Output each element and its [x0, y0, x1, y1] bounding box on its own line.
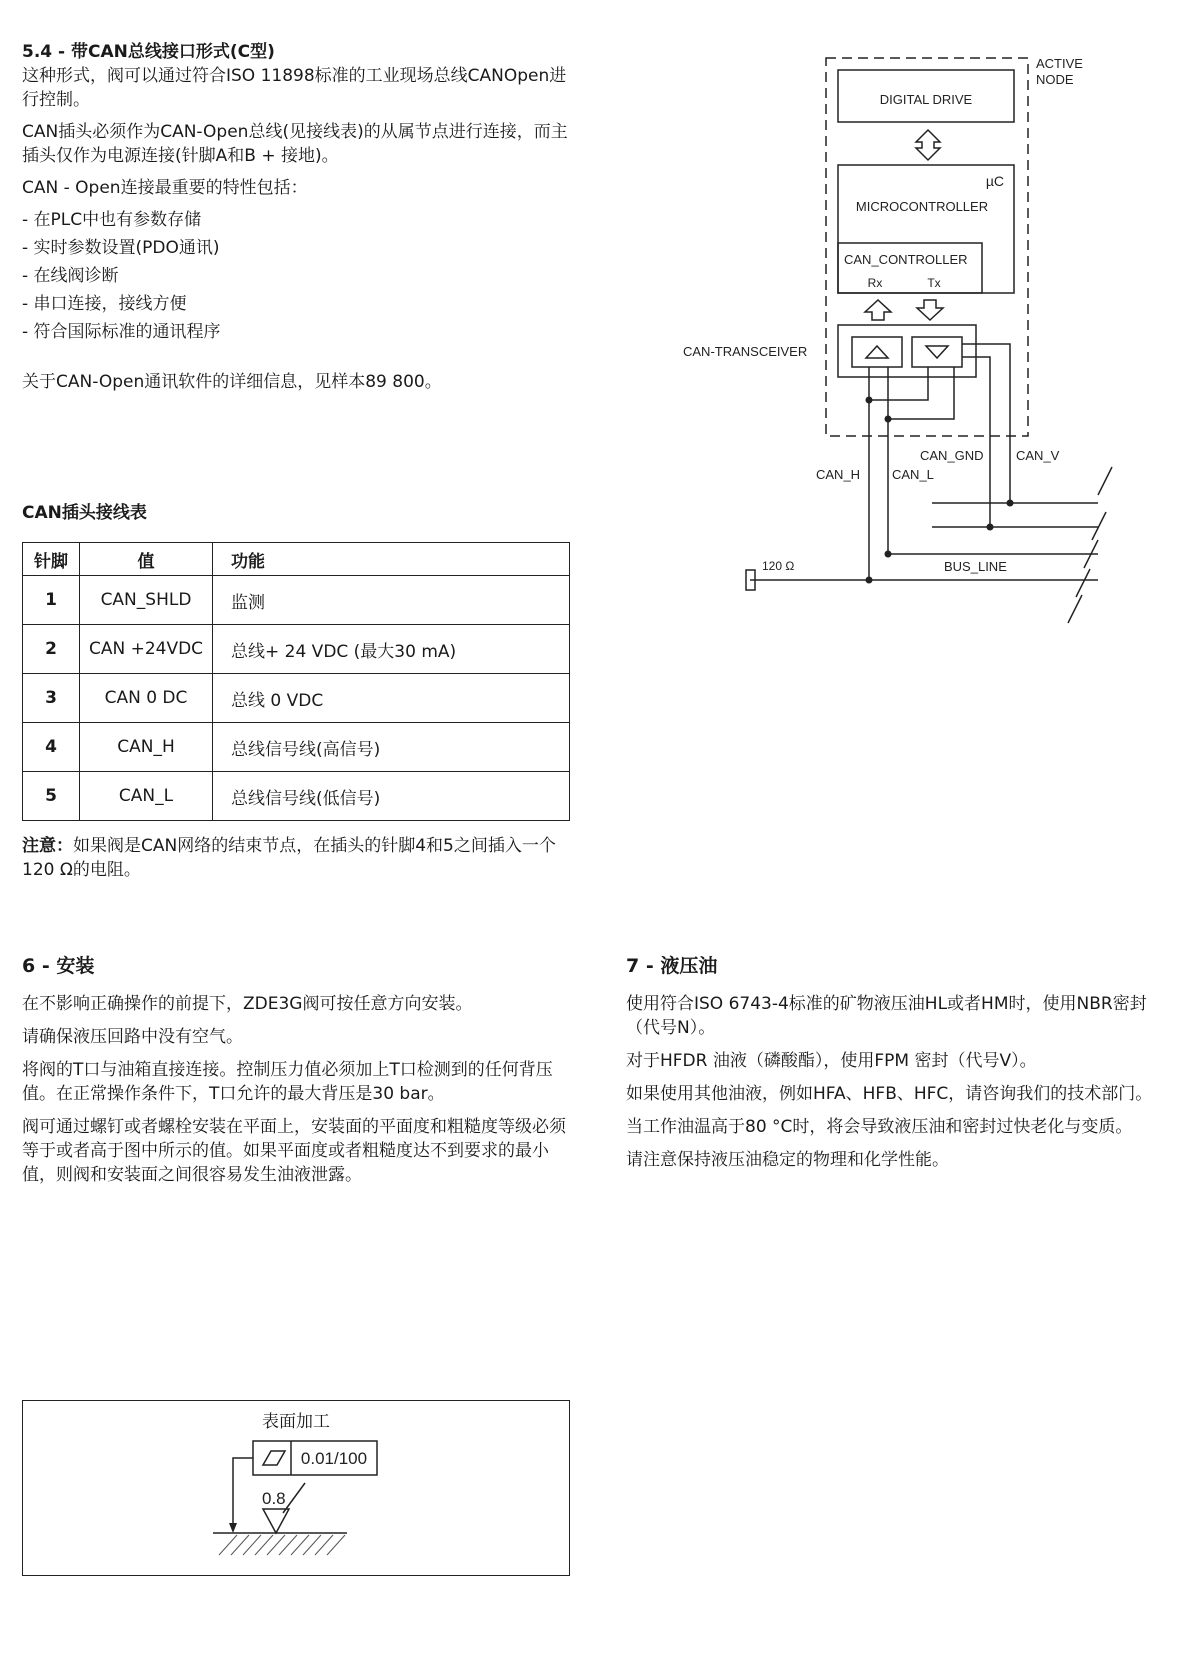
section-7-p1: 使用符合ISO 6743-4标准的矿物液压油HL或者HM时，使用NBR密封（代号N）。 — [626, 994, 1147, 1038]
can-l-label: CAN_L — [892, 467, 934, 482]
tx-label: Tx — [927, 276, 941, 290]
header-function: 功能 — [213, 543, 570, 576]
table-row — [23, 576, 570, 625]
active-node-label-2: NODE — [1036, 72, 1074, 87]
table-row — [23, 674, 570, 723]
table-row — [23, 772, 570, 821]
section-5-4-features-intro: CAN - Open连接最重要的特性包括： — [22, 178, 308, 198]
section-6-p3: 将阀的T口与油箱直接连接。控制压力值必须加上T口检测到的任何背压值。在正常操作条件下，T口允许的最大背压是30 bar。 — [22, 1060, 553, 1104]
function-cell: 监测 — [213, 576, 570, 625]
list-item: - 串口连接，接线方便 — [22, 294, 187, 314]
microcontroller-label: MICROCONTROLLER — [855, 199, 989, 214]
pin-cell: 4 — [23, 723, 80, 772]
function-cell: 总线 0 VDC — [213, 674, 570, 723]
wiring-table — [22, 542, 570, 821]
value-cell: CAN +24VDC — [80, 625, 213, 674]
can-controller-box — [838, 243, 982, 293]
transceiver-label: CAN-TRANSCEIVER — [683, 344, 808, 359]
section-7-p3: 如果使用其他油液，例如HFA、HFB、HFC，请咨询我们的技术部门。 — [626, 1084, 1153, 1104]
list-item: - 符合国际标准的通讯程序 — [22, 322, 221, 342]
bus-line-label: BUS_LINE — [944, 559, 1007, 574]
table-row — [23, 625, 570, 674]
arrow-down-icon — [917, 300, 943, 320]
list-item: - 在PLC中也有参数存储 — [22, 210, 202, 230]
section-6 — [22, 954, 570, 1187]
pin-cell: 2 — [23, 625, 80, 674]
can-gnd-label: CAN_GND — [920, 448, 984, 463]
list-item: - 实时参数设置(PDO通讯) — [22, 238, 220, 258]
section-7-title: 7 - 液压油 — [626, 955, 718, 977]
section-6-p4: 阀可通过螺钉或者螺栓安装在平面上，安装面的平面度和粗糙度等级必须等于或者高于图中所示的值。如果平面度或者粗糙度达不到要求的最小值，则阀和安装面之间很容易发生油液泄露。 — [22, 1117, 566, 1185]
double-arrow-icon — [916, 130, 940, 160]
roughness-value: 0.8 — [262, 1489, 286, 1508]
section-5-4-intro: 这种形式，阀可以通过符合ISO 11898标准的工业现场总线CANOpen进行控制。 — [22, 66, 567, 110]
value-cell: CAN_L — [80, 772, 213, 821]
can-v-label: CAN_V — [1016, 448, 1060, 463]
section-6-title: 6 - 安装 — [22, 955, 95, 977]
section-6-p2: 请确保液压回路中没有空气。 — [22, 1027, 243, 1047]
header-pin: 针脚 — [23, 543, 80, 576]
section-5-4 — [22, 40, 570, 394]
surface-finish-box — [22, 1400, 570, 1576]
rx-label: Rx — [867, 276, 883, 290]
value-cell: CAN_H — [80, 723, 213, 772]
list-item: - 在线阀诊断 — [22, 266, 119, 286]
header-value: 值 — [80, 543, 213, 576]
note-label: 注意： — [22, 836, 73, 856]
section-7-p5: 请注意保持液压油稳定的物理和化学性能。 — [626, 1150, 949, 1170]
section-7 — [626, 954, 1174, 1172]
flatness-value: 0.01/100 — [300, 1449, 368, 1468]
active-node-label-1: ACTIVE — [1036, 56, 1083, 71]
pin-cell: 5 — [23, 772, 80, 821]
arrow-up-icon — [865, 300, 891, 320]
table-header-row — [23, 543, 570, 576]
roughness-icon — [263, 1509, 289, 1533]
section-7-p2: 对于HFDR 油液（磷酸酯），使用FPM 密封（代号V）。 — [626, 1051, 1037, 1071]
pin-cell: 1 — [23, 576, 80, 625]
can-node-diagram — [680, 52, 1160, 624]
section-7-p4: 当工作油温高于80 °C时，将会导致液压油和密封过快老化与变质。 — [626, 1117, 1133, 1137]
surface-finish-title: 表面加工 — [262, 1412, 330, 1432]
flatness-icon — [263, 1451, 285, 1465]
wiring-note — [22, 834, 570, 882]
can-h-label: CAN_H — [816, 467, 861, 482]
table-row — [23, 723, 570, 772]
digital-drive-label: DIGITAL DRIVE — [879, 92, 973, 107]
value-cell: CAN_SHLD — [80, 576, 213, 625]
function-cell: 总线+ 24 VDC (最大30 mA) — [213, 625, 570, 674]
section-5-4-title: 5.4 - 带CAN总线接口形式(C型) — [22, 42, 275, 62]
section-5-4-reference: 关于CAN-Open通讯软件的详细信息，见样本89 800。 — [22, 372, 442, 392]
section-5-4-connection: CAN插头必须作为CAN-Open总线(见接线表)的从属节点进行连接，而主插头仅作为电源连接(针脚A和B + 接地)。 — [22, 122, 568, 166]
can-controller-label: CAN_CONTROLLER — [844, 252, 968, 267]
section-6-p1: 在不影响正确操作的前提下，ZDE3G阀可按任意方向安装。 — [22, 994, 473, 1014]
feature-list — [22, 206, 570, 346]
wiring-table-title: CAN插头接线表 — [22, 503, 147, 523]
pin-cell: 3 — [23, 674, 80, 723]
active-node-boundary — [826, 58, 1028, 436]
function-cell: 总线信号线(高信号) — [213, 723, 570, 772]
transceiver-box — [838, 325, 976, 377]
note-text: 如果阀是CAN网络的结束节点，在插头的针脚4和5之间插入一个120 Ω的电阻。 — [22, 836, 556, 880]
uc-label: µC — [985, 173, 1004, 189]
resistor-label: 120 Ω — [762, 559, 795, 573]
value-cell: CAN 0 DC — [80, 674, 213, 723]
function-cell: 总线信号线(低信号) — [213, 772, 570, 821]
surface-symbol — [23, 1401, 569, 1575]
